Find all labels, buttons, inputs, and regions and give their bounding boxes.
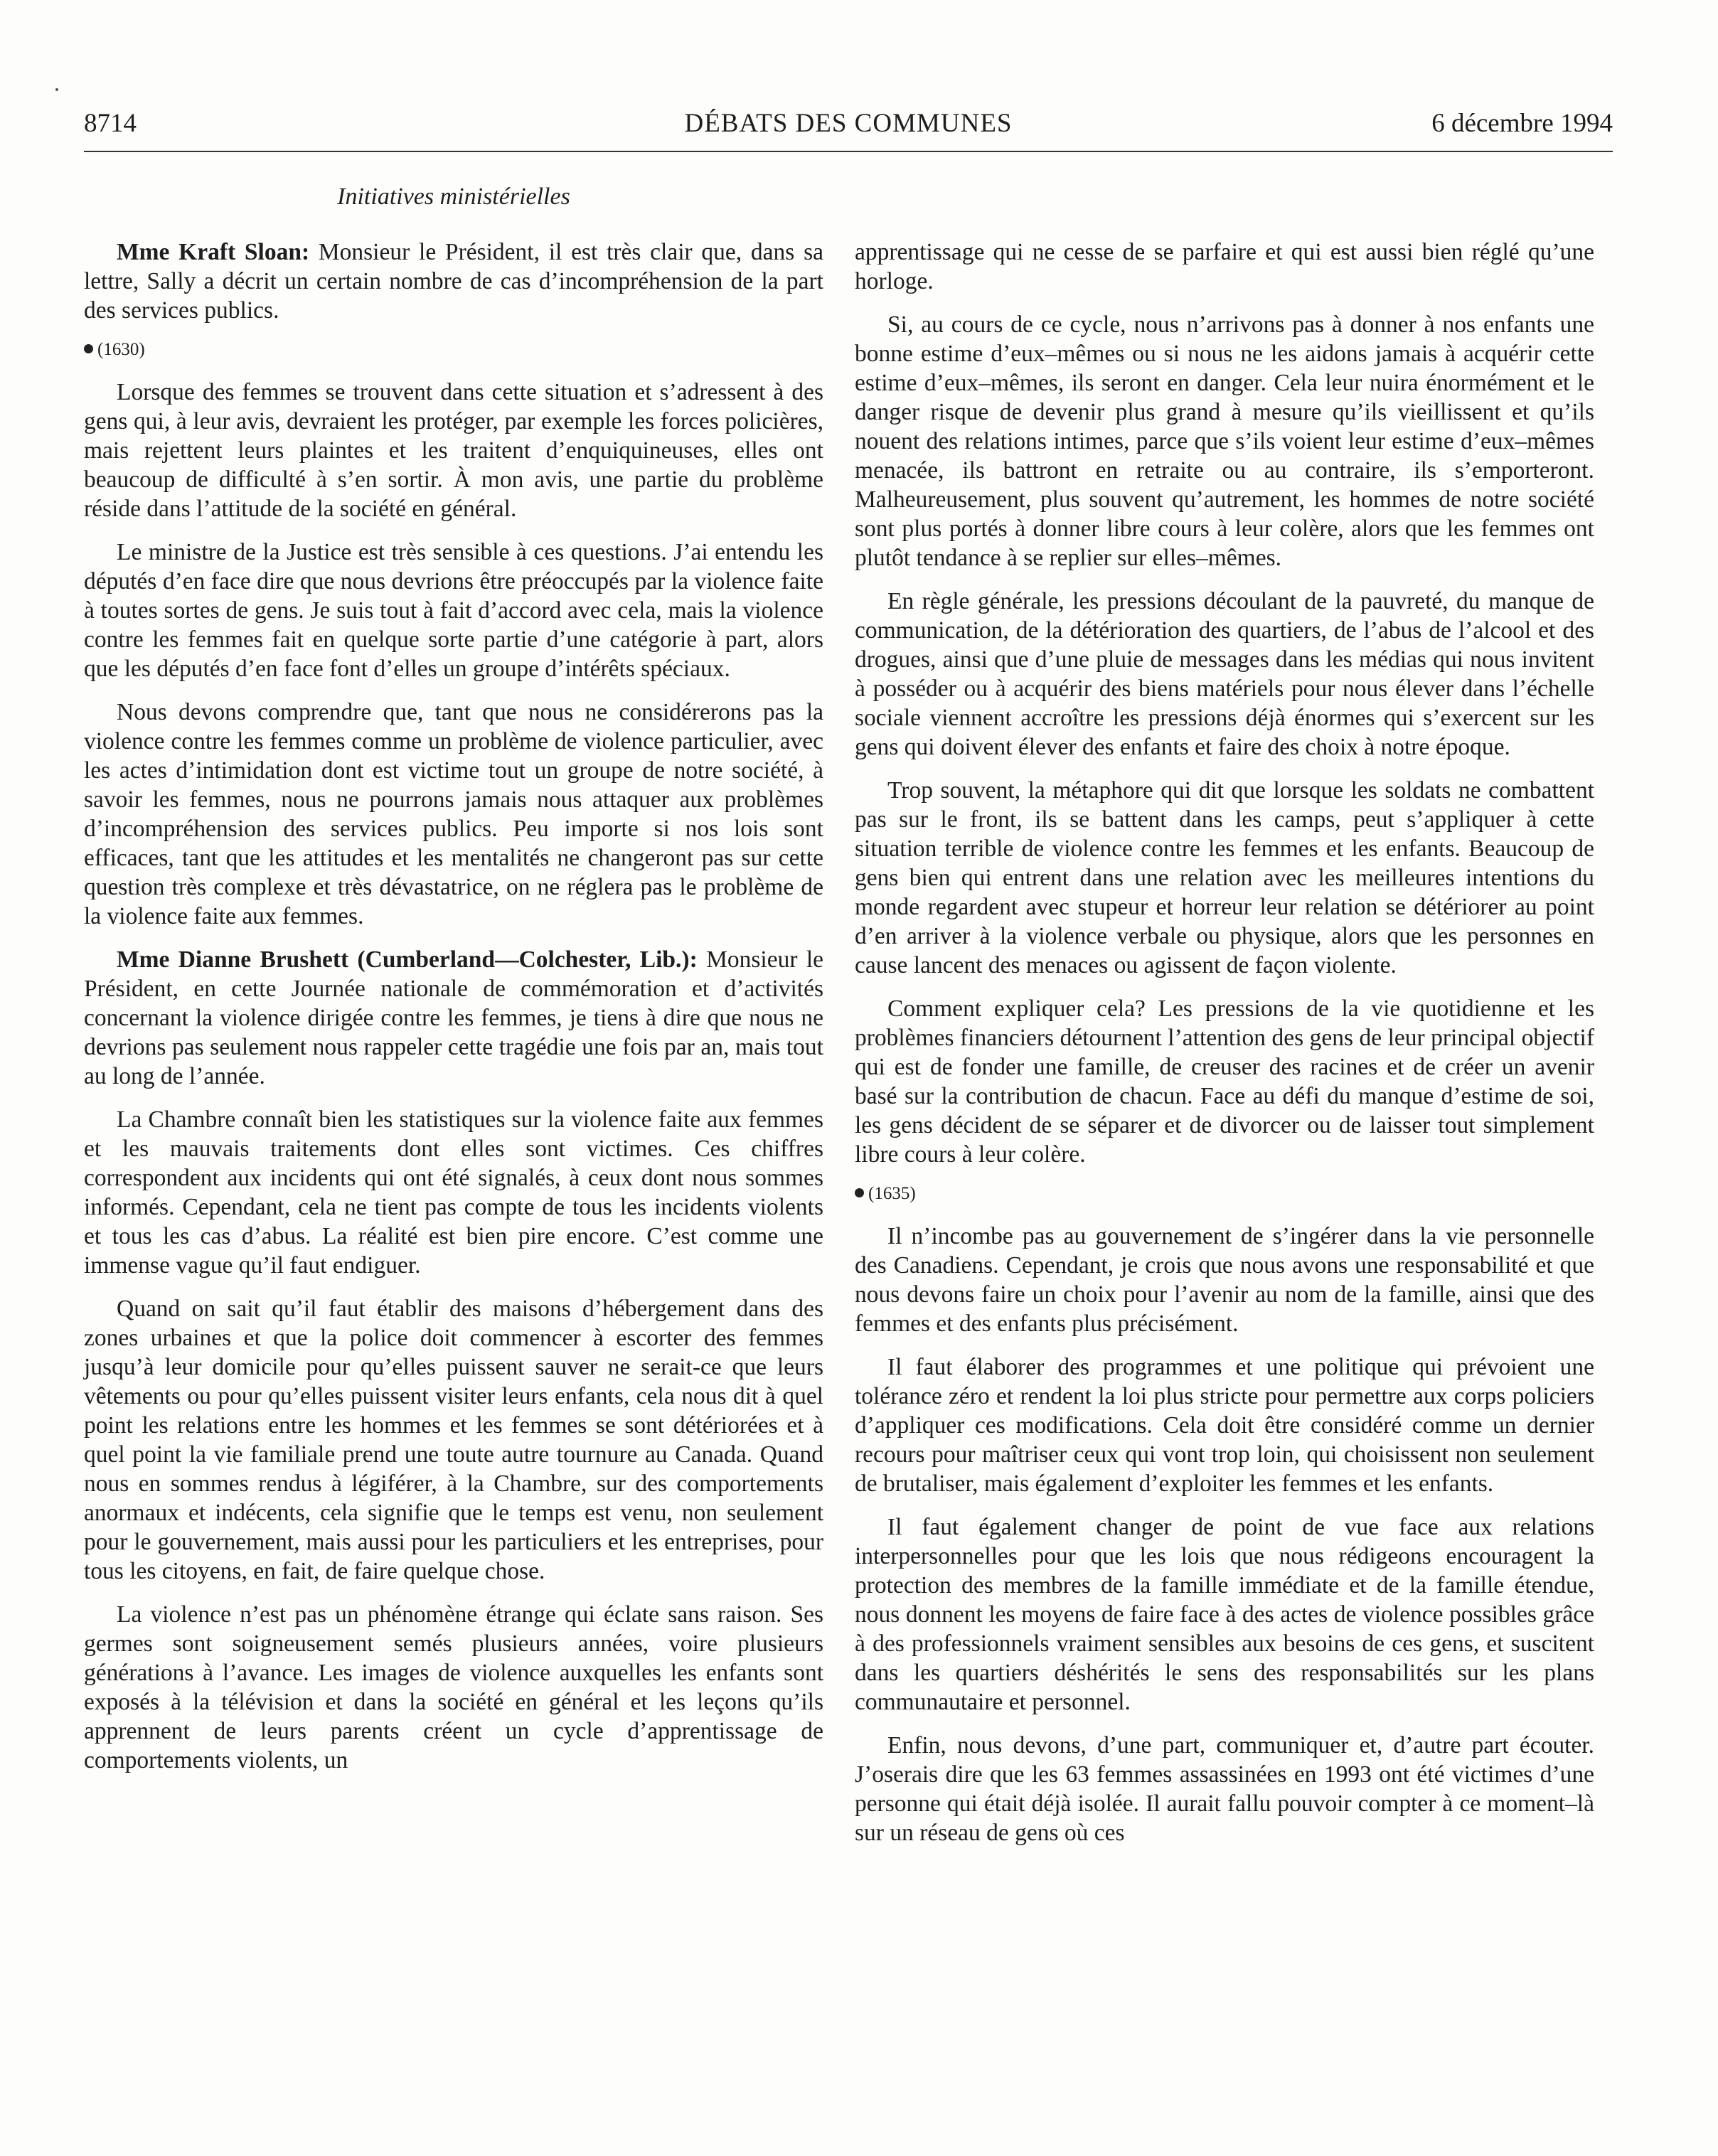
paragraph: La violence n’est pas un phénomène étrange qui éclate sans raison. Ses germes sont soigneusement semés plusieurs années, voire plusieurs générations à l’avance. Les images de violence auxquelles les enfants sont exposés à la télévision et dans la société en général et les leçons qu’ils apprennent de leurs parents créent un cycle d’apprentissage de comportements violents, un bbox=[84, 1601, 823, 1773]
paragraph: Il faut élaborer des programmes et une politique qui prévoient une tolérance zéro et rendent la loi plus stricte pour permettre aux corps policiers d’appliquer ces modifications. Cela doit être considéré comme un dernier recours pour maîtriser ceux qui vont trop loin, qui choisissent non seulement de brutaliser, mais également d’exploiter les femmes et les enfants. bbox=[855, 1354, 1594, 1497]
time-marker bbox=[855, 1183, 1594, 1205]
paragraph bbox=[84, 945, 823, 1091]
paragraph: Il faut également changer de point de vue face aux relations interpersonnelles pour que les lois que nous rédigeons encouragent la protection des membres de la famille immédiate et de la famille étendue, nous donnent les moyens de faire face à des actes de violence possibles grâce à des professionnels vraiment sensibles aux besoins de ces gens, et suscitent dans les quartiers déshérités le sens des responsabilités sur les plans communautaire et personnel. bbox=[855, 1514, 1594, 1715]
paragraph: Il n’incombe pas au gouvernement de s’ingérer dans la vie personnelle des Canadiens. Cependant, je crois que nous avons une responsabilité et que nous devons faire un choix pour l’avenir au nom de la famille, ainsi que des femmes et des enfants plus précisément. bbox=[855, 1223, 1594, 1337]
paragraph: Lorsque des femmes se trouvent dans cette situation et s’adressent à des gens qui, à leur avis, devraient les protéger, par exemple les forces policières, mais rejettent leurs plaintes et les traitent d’enquiquineuses, elles ont beaucoup de difficulté à s’en sortir. À mon avis, une partie du problème réside dans l’attitude de la société en général. bbox=[84, 379, 823, 522]
paragraph-text: Monsieur le Président, il est très clair que, dans sa lettre, Sally a décrit un certain nombre de cas d’incompréhension de la part des services publics. bbox=[84, 239, 823, 324]
paragraph: Comment expliquer cela? Les pressions de la vie quotidienne et les problèmes financiers détournent l’attention des gens de leur principal objectif qui est de fonder une famille, de creuser des racines et de créer un avenir basé sur la contribution de chacun. Face au défi du manque d’estime de soi, les gens décident de se séparer et de divorcer ou de laisser tout simplement libre cours à leur colère. bbox=[855, 996, 1594, 1168]
left-column bbox=[84, 238, 823, 1789]
time-marker bbox=[84, 339, 823, 361]
paragraph: En règle générale, les pressions découlant de la pauvreté, du manque de communication, de la détérioration des quartiers, de l’abus de l’alcool et des drogues, ainsi que d’une pluie de messages dans les médias qui nous invitent à posséder ou à acquérir des biens matériels pour nous élever dans l’échelle sociale viennent accroître les pressions déjà énormes qui s’exercent sur les gens qui doivent élever des enfants et faire des choix à notre époque. bbox=[855, 588, 1594, 760]
paragraph: Si, au cours de ce cycle, nous n’arrivons pas à donner à nos enfants une bonne estime d’eux–mêmes ou si nous ne les aidons jamais à acquérir cette estime d’eux–mêmes, ils seront en danger. Cela leur nuira énormément et le danger risque de devenir plus grand à mesure qu’ils vieillissent et qu’ils nouent des relations intimes, parce que s’ils voient leur estime d’eux–mêmes menacée, ils battront en retraite ou au contraire, ils s’emporteront. Malheureusement, plus souvent qu’autrement, les hommes de notre société sont plus portés à donner libre cours à leur colère, alors que les femmes ont plutôt tendance à se replier sur elles–mêmes. bbox=[855, 311, 1594, 571]
bullet-icon bbox=[84, 344, 93, 353]
paragraph-text: Monsieur le Président, en cette Journée nationale de commémoration et d’activités concernant la violence dirigée contre les femmes, je tiens à dire que nous ne devrions pas seulement nous rappeler cette tragédie une fois par an, mais tout au long de l’année. bbox=[84, 946, 823, 1089]
time-marker-text: (1630) bbox=[97, 340, 145, 359]
paragraph: La Chambre connaît bien les statistiques sur la violence faite aux femmes et les mauvais traitements dont elles sont victimes. Ces chiffres correspondent aux incidents qui ont été signalés, à ceux dont nous sommes informés. Cependant, cela ne tient pas compte de tous les incidents violents et tous les cas d’abus. La réalité est bien pire encore. C’est comme une immense vague qu’il faut endiguer. bbox=[84, 1106, 823, 1279]
right-column bbox=[855, 238, 1594, 1862]
paragraph: Nous devons comprendre que, tant que nous ne considérerons pas la violence contre les femmes comme un problème de violence particulier, avec les actes d’intimidation dont est victime tout un groupe de notre société, à savoir les femmes, nous ne pourrons jamais nous attaquer aux problèmes d’incompréhension des services publics. Peu importe si nos lois sont efficaces, tant que les attitudes et les mentalités ne changeront pas sur cette question très complexe et très dévastatrice, on ne réglera pas le problème de la violence faite aux femmes. bbox=[84, 699, 823, 929]
publication-title: DÉBATS DES COMMUNES bbox=[684, 109, 1013, 138]
speaker-name: Mme Dianne Brushett (Cumberland—Colchester, Lib.): bbox=[117, 946, 698, 973]
page-header bbox=[84, 108, 1613, 151]
paragraph: apprentissage qui ne cesse de se parfaire et qui est aussi bien réglé qu’une horloge. bbox=[855, 239, 1594, 294]
publication-date: 6 décembre 1994 bbox=[1431, 109, 1613, 138]
paragraph: Trop souvent, la métaphore qui dit que lorsque les soldats ne combattent pas sur le front, ils se battent dans les camps, peut s’appliquer à cette situation terrible de violence contre les femmes et les enfants. Beaucoup de gens bien qui entrent dans une relation avec les meilleures intentions du monde regardent avec stupeur et horreur leur relation se détériorer au point d’en arriver à la violence verbale ou physique, alors que les personnes en cause lancent des menaces ou agissent de façon violente. bbox=[855, 777, 1594, 978]
section-label: Initiatives ministérielles bbox=[337, 183, 570, 210]
page-number: 8714 bbox=[84, 109, 137, 138]
speaker-name: Mme Kraft Sloan: bbox=[117, 239, 310, 265]
paragraph: Enfin, nous devons, d’une part, communiquer et, d’autre part écouter. J’oserais dire que les 63 femmes assassinées en 1993 ont été victimes d’une personne qui était déjà isolée. Il aurait fallu pouvoir compter à ce moment–là sur un réseau de gens où ces bbox=[855, 1732, 1594, 1846]
header-rule bbox=[84, 151, 1613, 152]
bullet-icon bbox=[855, 1188, 864, 1197]
paragraph bbox=[84, 238, 823, 325]
time-marker-text: (1635) bbox=[868, 1184, 916, 1203]
paragraph: Le ministre de la Justice est très sensible à ces questions. J’ai entendu les députés d’en face dire que nous devrions être préoccupés par la violence faite à toutes sortes de gens. Je suis tout à fait d’accord avec cela, mais la violence contre les femmes fait en quelque sorte partie d’une catégorie à part, alors que les députés d’en face font d’elles un groupe d’intérêts spéciaux. bbox=[84, 539, 823, 682]
paragraph: Quand on sait qu’il faut établir des maisons d’hébergement dans des zones urbaines et que la police doit commencer à escorter des femmes jusqu’à leur domicile pour qu’elles puissent sauver ne serait-ce que leurs vêtements ou pour qu’elles puissent visiter leurs enfants, cela nous dit à quel point les relations entre les hommes et les femmes se sont détériorées et à quel point la vie familiale prend une toute autre tournure au Canada. Quand nous en sommes rendus à légiférer, à la Chambre, sur des comportements anormaux et indécents, cela signifie que le temps est venu, non seulement pour le gouvernement, mais aussi pour les particuliers et les entreprises, pour tous les citoyens, en fait, de faire quelque chose. bbox=[84, 1296, 823, 1584]
scan-speck bbox=[55, 88, 58, 91]
